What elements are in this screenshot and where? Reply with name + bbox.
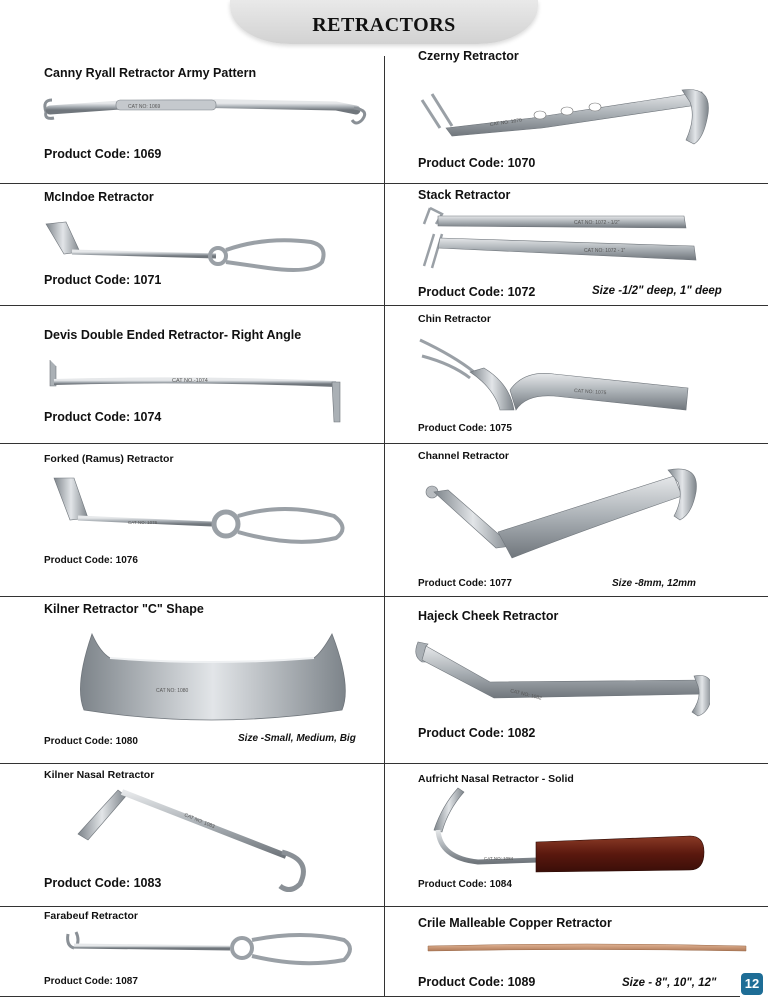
row-divider — [0, 906, 768, 907]
product-name: Devis Double Ended Retractor- Right Angle — [44, 328, 302, 342]
farabeuf-retractor-image — [62, 926, 357, 970]
product-size: Size -Small, Medium, Big — [238, 733, 356, 744]
column-divider — [384, 56, 385, 996]
instrument-stamp: CAT NO: 1083 — [183, 812, 216, 830]
product-name: Channel Retractor — [418, 450, 510, 462]
canny-ryall-retractor-image — [36, 92, 371, 132]
product-code: Product Code: 1084 — [418, 879, 512, 890]
row-divider — [0, 443, 768, 444]
product-name: Aufricht Nasal Retractor - Solid — [418, 773, 574, 785]
mcindoe-retractor-image — [36, 214, 331, 276]
row-divider — [0, 763, 768, 764]
kilner-retractor-c-shape-image — [70, 626, 360, 730]
product-code: Product Code: 1076 — [44, 555, 138, 566]
product-code: Product Code: 1087 — [44, 976, 138, 987]
product-code: Product Code: 1080 — [44, 736, 138, 747]
instrument-stamp: CAT NO: 1076 — [128, 520, 158, 525]
row-divider — [0, 305, 768, 306]
instrument-stamp: CAT NO: 1072 - 1/2" — [574, 220, 620, 226]
product-code: Product Code: 1070 — [418, 156, 536, 170]
product-code: Product Code: 1075 — [418, 423, 512, 434]
row-divider — [0, 183, 768, 184]
product-name: Kilner Nasal Retractor — [44, 769, 155, 781]
instrument-stamp: CAT NO: 1082 — [509, 688, 543, 702]
product-name: Kilner Retractor "C" Shape — [44, 602, 204, 616]
page-number-badge: 12 — [741, 973, 763, 995]
product-code: Product Code: 1083 — [44, 876, 162, 890]
crile-malleable-copper-retractor-image — [426, 940, 748, 954]
czerny-retractor-image — [412, 78, 712, 150]
product-code: Product Code: 1077 — [418, 578, 512, 589]
instrument-stamp: CAT NO.-1074 — [172, 378, 208, 384]
chin-retractor-image — [414, 330, 699, 412]
product-code: Product Code: 1071 — [44, 273, 162, 287]
forked-ramus-retractor-image — [44, 472, 354, 552]
instrument-stamp: CAT NO: 1069 — [128, 104, 161, 110]
instrument-stamp: CAT NO: 1070 — [489, 117, 523, 128]
aufricht-nasal-retractor-image — [428, 786, 706, 878]
product-name: Crile Malleable Copper Retractor — [418, 916, 612, 930]
instrument-stamp: CAT NO: 1084 — [484, 856, 514, 861]
instrument-stamp: CAT NO: 1075 — [573, 388, 607, 397]
product-size: Size -8mm, 12mm — [612, 578, 696, 589]
instrument-stamp: CAT NO: 1080 — [156, 688, 189, 694]
product-size: Size -1/2" deep, 1" deep — [592, 285, 722, 297]
hajeck-cheek-retractor-image — [410, 632, 710, 718]
product-code: Product Code: 1072 — [418, 285, 536, 299]
product-code: Product Code: 1074 — [44, 410, 162, 424]
page-title: RETRACTORS — [312, 14, 456, 36]
row-divider — [0, 996, 740, 997]
product-name: McIndoe Retractor — [44, 190, 154, 204]
product-code: Product Code: 1089 — [418, 975, 536, 989]
product-code: Product Code: 1082 — [418, 726, 536, 740]
channel-retractor-image — [418, 462, 703, 570]
product-name: Canny Ryall Retractor Army Pattern — [44, 66, 257, 80]
row-divider — [0, 596, 768, 597]
product-name: Stack Retractor — [418, 188, 511, 202]
product-name: Farabeuf Retractor — [44, 910, 138, 922]
product-name: Forked (Ramus) Retractor — [44, 453, 174, 465]
stack-retractor-image — [414, 204, 704, 274]
product-size: Size - 8", 10", 12" — [622, 977, 717, 989]
product-name: Hajeck Cheek Retractor — [418, 609, 559, 623]
product-code: Product Code: 1069 — [44, 147, 162, 161]
instrument-stamp: CAT NO: 1072 - 1" — [584, 248, 626, 254]
product-name: Chin Retractor — [418, 313, 491, 325]
product-name: Czerny Retractor — [418, 49, 519, 63]
